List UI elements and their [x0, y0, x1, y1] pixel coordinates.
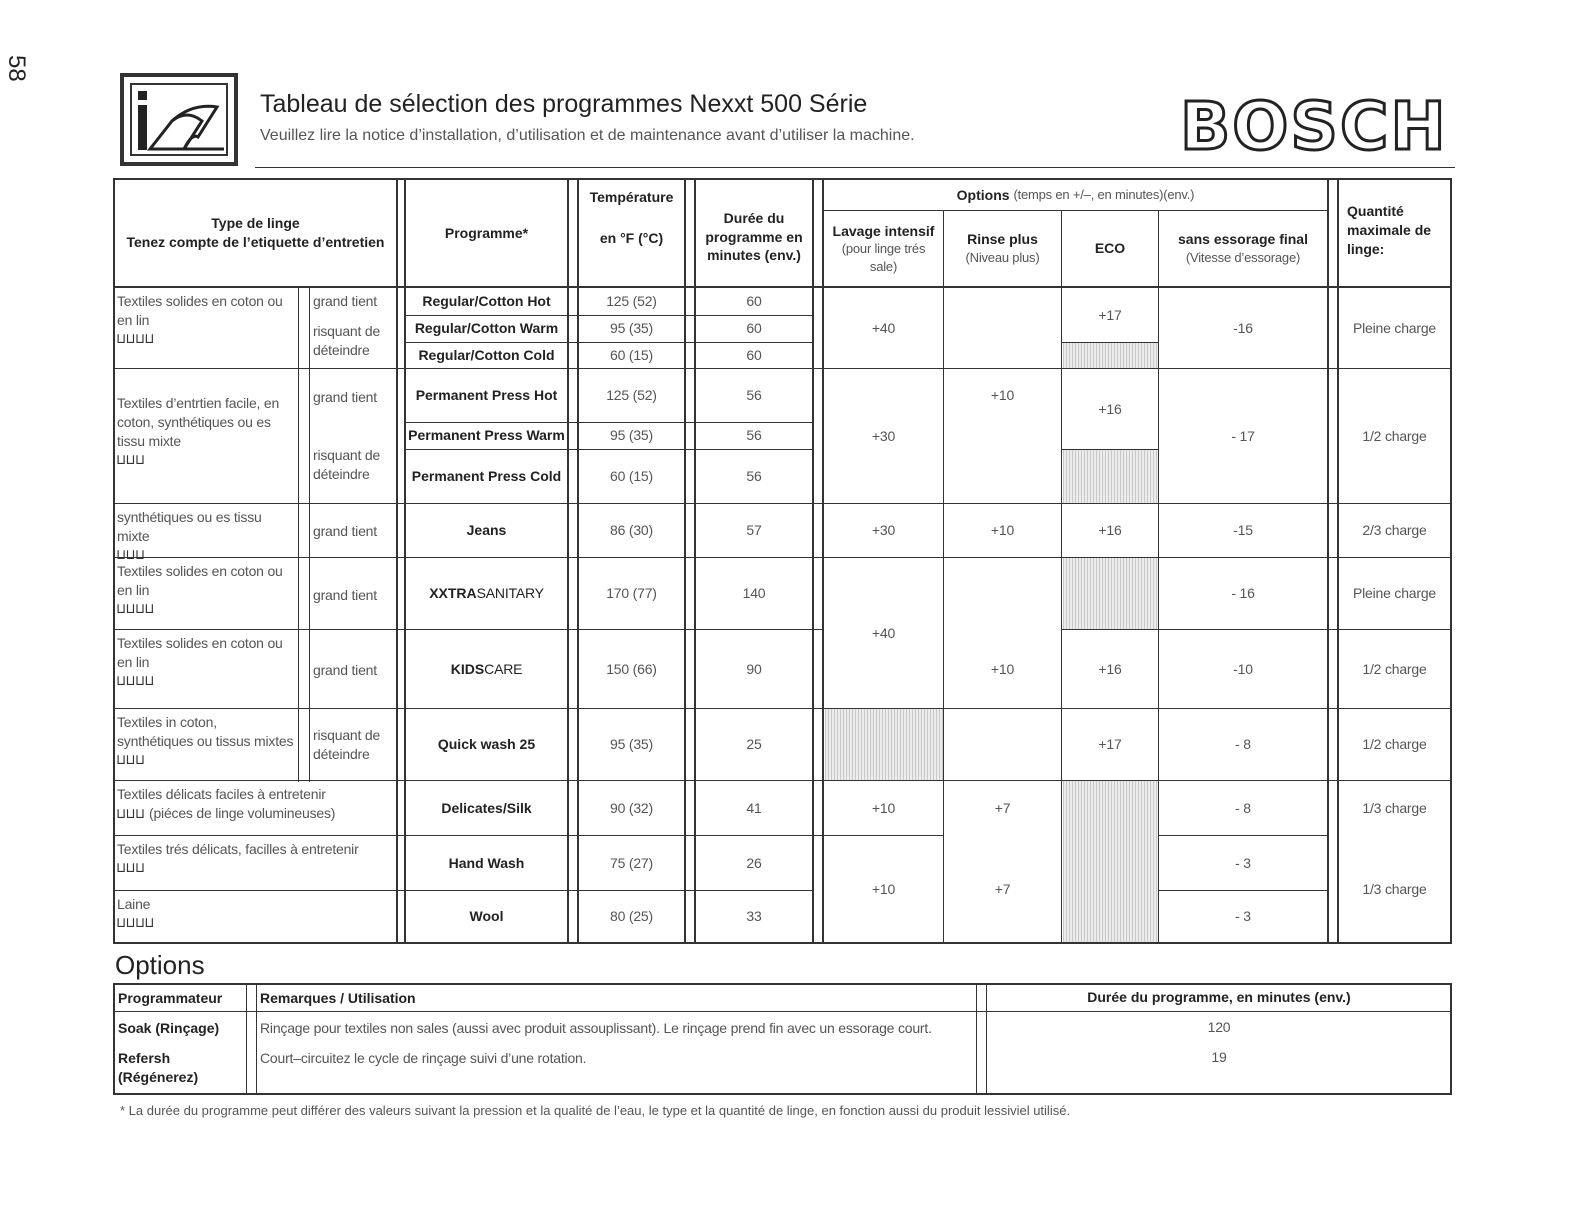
- no-spin-value: - 8: [1235, 736, 1251, 753]
- header-no-spin: sans essorage final: [1178, 231, 1308, 248]
- quantity-value: Pleine charge: [1352, 319, 1436, 336]
- care-symbols-icon: ⊔⊔⊔: [117, 859, 146, 876]
- no-spin-value: -10: [1233, 660, 1253, 677]
- option-name: Soak (Rinçage): [118, 1020, 220, 1036]
- rinse-value: +7: [994, 880, 1011, 897]
- fabric-type: Laine: [117, 896, 151, 912]
- rinse-value: +10: [990, 387, 1015, 404]
- color-note: grand tient: [313, 587, 377, 603]
- eco-na-shade: [1063, 450, 1158, 503]
- fabric-type: Textiles trés délicats, facilles à entretenir: [117, 841, 359, 857]
- rinse-value: +7: [994, 799, 1011, 816]
- program-name: Regular/Cotton Cold: [418, 346, 555, 363]
- page-title: Tableau de sélection des programmes Nexxt 500 Série: [260, 90, 868, 118]
- option-remark: Rinçage pour textiles non sales (aussi avec produit assouplissant). Le rinçage prend fin avec un essorage court.: [260, 1020, 932, 1036]
- program-duration: 60: [746, 346, 762, 363]
- program-name: Permanent Press Hot: [415, 387, 558, 404]
- no-spin-value: - 16: [1231, 585, 1255, 602]
- no-spin-value: -15: [1233, 522, 1253, 539]
- eco-value: +16: [1098, 660, 1122, 677]
- program-name-bold: XXTRA: [429, 585, 477, 602]
- option-remark: Court–circuitez le cycle de rinçage suivi d’une rotation.: [260, 1050, 587, 1066]
- care-symbols-icon: ⊔⊔⊔⊔: [117, 330, 155, 347]
- option-duration: 19: [1211, 1048, 1227, 1065]
- program-duration: 56: [746, 467, 762, 484]
- program-temp: 80 (25): [610, 908, 653, 925]
- options-title: Options: [115, 950, 205, 980]
- program-temp: 170 (77): [606, 585, 657, 602]
- program-temp: 86 (30): [610, 522, 653, 539]
- no-spin-value: - 8: [1235, 799, 1251, 816]
- quantity-value: 1/2 charge: [1362, 736, 1427, 753]
- fabric-type: Textiles d’entrtien facile, en coton, synthétiques ou es tissu mixte: [117, 395, 280, 449]
- program-name: Jeans: [466, 522, 507, 539]
- header-divider: [255, 167, 1455, 168]
- color-note: risquant de déteindre: [313, 727, 381, 762]
- program-duration: 26: [746, 854, 762, 871]
- program-name: Regular/Cotton Hot: [422, 293, 551, 310]
- page-number: 58: [3, 55, 30, 82]
- quantity-value: Pleine charge: [1352, 585, 1436, 602]
- care-symbols-icon: ⊔⊔⊔⊔: [117, 672, 155, 689]
- intensive-value: +10: [871, 880, 896, 897]
- care-symbols-icon: ⊔⊔⊔: [117, 451, 146, 468]
- program-temp: 95 (35): [610, 736, 653, 753]
- color-note: risquant de déteindre: [313, 447, 381, 482]
- care-symbols-icon: ⊔⊔⊔: [117, 805, 146, 822]
- bosch-logo: BOSCH: [1180, 88, 1448, 165]
- eco-na-shade: [1063, 343, 1158, 368]
- intensive-value: +30: [871, 427, 896, 444]
- quantity-value: 1/2 charge: [1362, 427, 1427, 444]
- program-duration: 60: [746, 320, 762, 337]
- header-temperature-unit: en °F (°C): [599, 229, 664, 246]
- eco-value: +17: [1098, 736, 1122, 753]
- program-temp: 125 (52): [606, 293, 657, 310]
- program-duration: 33: [746, 908, 762, 925]
- program-name-bold: KIDS: [450, 660, 485, 677]
- program-duration: 57: [746, 522, 762, 539]
- quantity-value: 1/2 charge: [1362, 660, 1427, 677]
- color-note: grand tient: [313, 389, 377, 405]
- header-rinse-note: (Niveau plus): [965, 250, 1040, 266]
- intensive-value: +10: [871, 799, 896, 816]
- care-symbols-icon: ⊔⊔⊔: [117, 546, 146, 563]
- intensive-value: +30: [871, 522, 896, 539]
- options-header-programmer: Programmateur: [118, 990, 223, 1006]
- eco-value: +16: [1098, 522, 1122, 539]
- header-rinse-plus: Rinse plus: [967, 231, 1038, 248]
- care-symbols-icon: ⊔⊔⊔: [117, 751, 146, 768]
- header-eco: ECO: [1094, 240, 1126, 257]
- footnote: * La durée du programme peut différer des valeurs suivant la pression et la qualité de l’eau, le type et la quantité de linge, en fonction aussi du produit lessiviel utilisé.: [120, 1103, 1071, 1118]
- program-duration: 56: [746, 387, 762, 404]
- fabric-type: Textiles délicats faciles à entretenir: [117, 786, 326, 802]
- eco-na-shade: [1063, 558, 1158, 629]
- options-header-remarks: Remarques / Utilisation: [260, 990, 416, 1006]
- program-name: Wool: [469, 908, 504, 925]
- color-note: risquant de déteindre: [313, 323, 381, 358]
- color-note: grand tient: [313, 523, 377, 539]
- intensive-value: +40: [871, 624, 896, 641]
- fabric-type: Textiles in coton, synthétiques ou tissus mixtes: [117, 714, 294, 749]
- program-name: Permanent Press Cold: [411, 467, 562, 484]
- option-name: Refersh (Régénerez): [118, 1050, 199, 1085]
- program-temp: 90 (32): [610, 799, 653, 816]
- no-spin-value: -16: [1233, 319, 1253, 336]
- page-subtitle: Veuillez lire la notice d’installation, d’utilisation et de maintenance avant d’utiliser la machine.: [260, 127, 915, 144]
- color-note: grand tient: [313, 293, 377, 309]
- program-temp: 95 (35): [610, 320, 653, 337]
- header-type: Type de linge: [211, 215, 300, 232]
- header-program: Programme*: [444, 224, 529, 241]
- fabric-note: (piéces de linge volumineuses): [149, 804, 336, 821]
- intensive-na-shade: [825, 709, 943, 780]
- quantity-value: 2/3 charge: [1362, 522, 1427, 539]
- program-name-suffix: SANITARY: [476, 585, 544, 602]
- option-duration: 120: [1207, 1018, 1231, 1035]
- program-temp: 60 (15): [610, 346, 653, 363]
- fabric-type: Textiles solides en coton ou en lin: [117, 293, 283, 328]
- fabric-type: Textiles solides en coton ou en lin: [117, 635, 283, 670]
- program-duration: 56: [746, 427, 762, 444]
- options-header-duration: Durée du programme, en minutes (env.): [1087, 988, 1351, 1005]
- program-name: Permanent Press Warm: [408, 427, 565, 444]
- header-no-spin-note: (Vitesse d’essorage): [1185, 250, 1301, 266]
- color-note: grand tient: [313, 662, 377, 678]
- program-name: Delicates/Silk: [441, 799, 532, 816]
- program-duration: 25: [746, 736, 762, 753]
- quantity-value: 1/3 charge: [1362, 880, 1427, 897]
- program-name: Quick wash 25: [437, 736, 536, 753]
- program-name-suffix: CARE: [484, 660, 523, 677]
- header-options: Options: [956, 186, 1010, 203]
- intensive-value: +40: [871, 319, 896, 336]
- header-type-note: Tenez compte de l’etiquette d’entretien: [126, 234, 385, 250]
- fabric-type: Textiles solides en coton ou en lin: [117, 563, 283, 598]
- header-duration: Durée du programme en minutes (env.): [705, 209, 803, 264]
- fabric-type: synthétiques ou es tissu mixte: [117, 509, 262, 544]
- header-options-note: (temps en +/–, en minutes)(env.): [1013, 187, 1195, 203]
- program-temp: 75 (27): [610, 854, 653, 871]
- rinse-value: +10: [990, 522, 1015, 539]
- program-duration: 41: [746, 799, 762, 816]
- program-name: Regular/Cotton Warm: [414, 320, 559, 337]
- program-temp: 125 (52): [606, 387, 657, 404]
- rinse-value: +10: [990, 660, 1015, 677]
- program-duration: 60: [746, 293, 762, 310]
- header-intensive: Lavage intensif: [832, 222, 935, 239]
- care-symbols-icon: ⊔⊔⊔⊔: [117, 600, 155, 617]
- program-temp: 95 (35): [610, 427, 653, 444]
- eco-value: +17: [1098, 306, 1122, 323]
- no-spin-value: - 3: [1235, 854, 1251, 871]
- program-duration: 90: [746, 660, 762, 677]
- program-temp: 150 (66): [606, 660, 657, 677]
- eco-na-shade: [1063, 781, 1158, 942]
- care-symbols-icon: ⊔⊔⊔⊔: [117, 914, 155, 931]
- eco-value: +16: [1098, 400, 1122, 417]
- header-temperature: Température: [589, 189, 674, 205]
- no-spin-value: - 3: [1235, 908, 1251, 925]
- quantity-value: 1/3 charge: [1362, 799, 1427, 816]
- no-spin-value: - 17: [1231, 427, 1255, 444]
- program-temp: 60 (15): [610, 467, 653, 484]
- program-duration: 140: [742, 585, 766, 602]
- header-quantity: Quantité maximale de linge:: [1347, 203, 1432, 257]
- program-name: Hand Wash: [448, 854, 525, 871]
- header-intensive-note: (pour linge trés sale): [841, 241, 926, 274]
- manual-book-icon: [120, 73, 238, 166]
